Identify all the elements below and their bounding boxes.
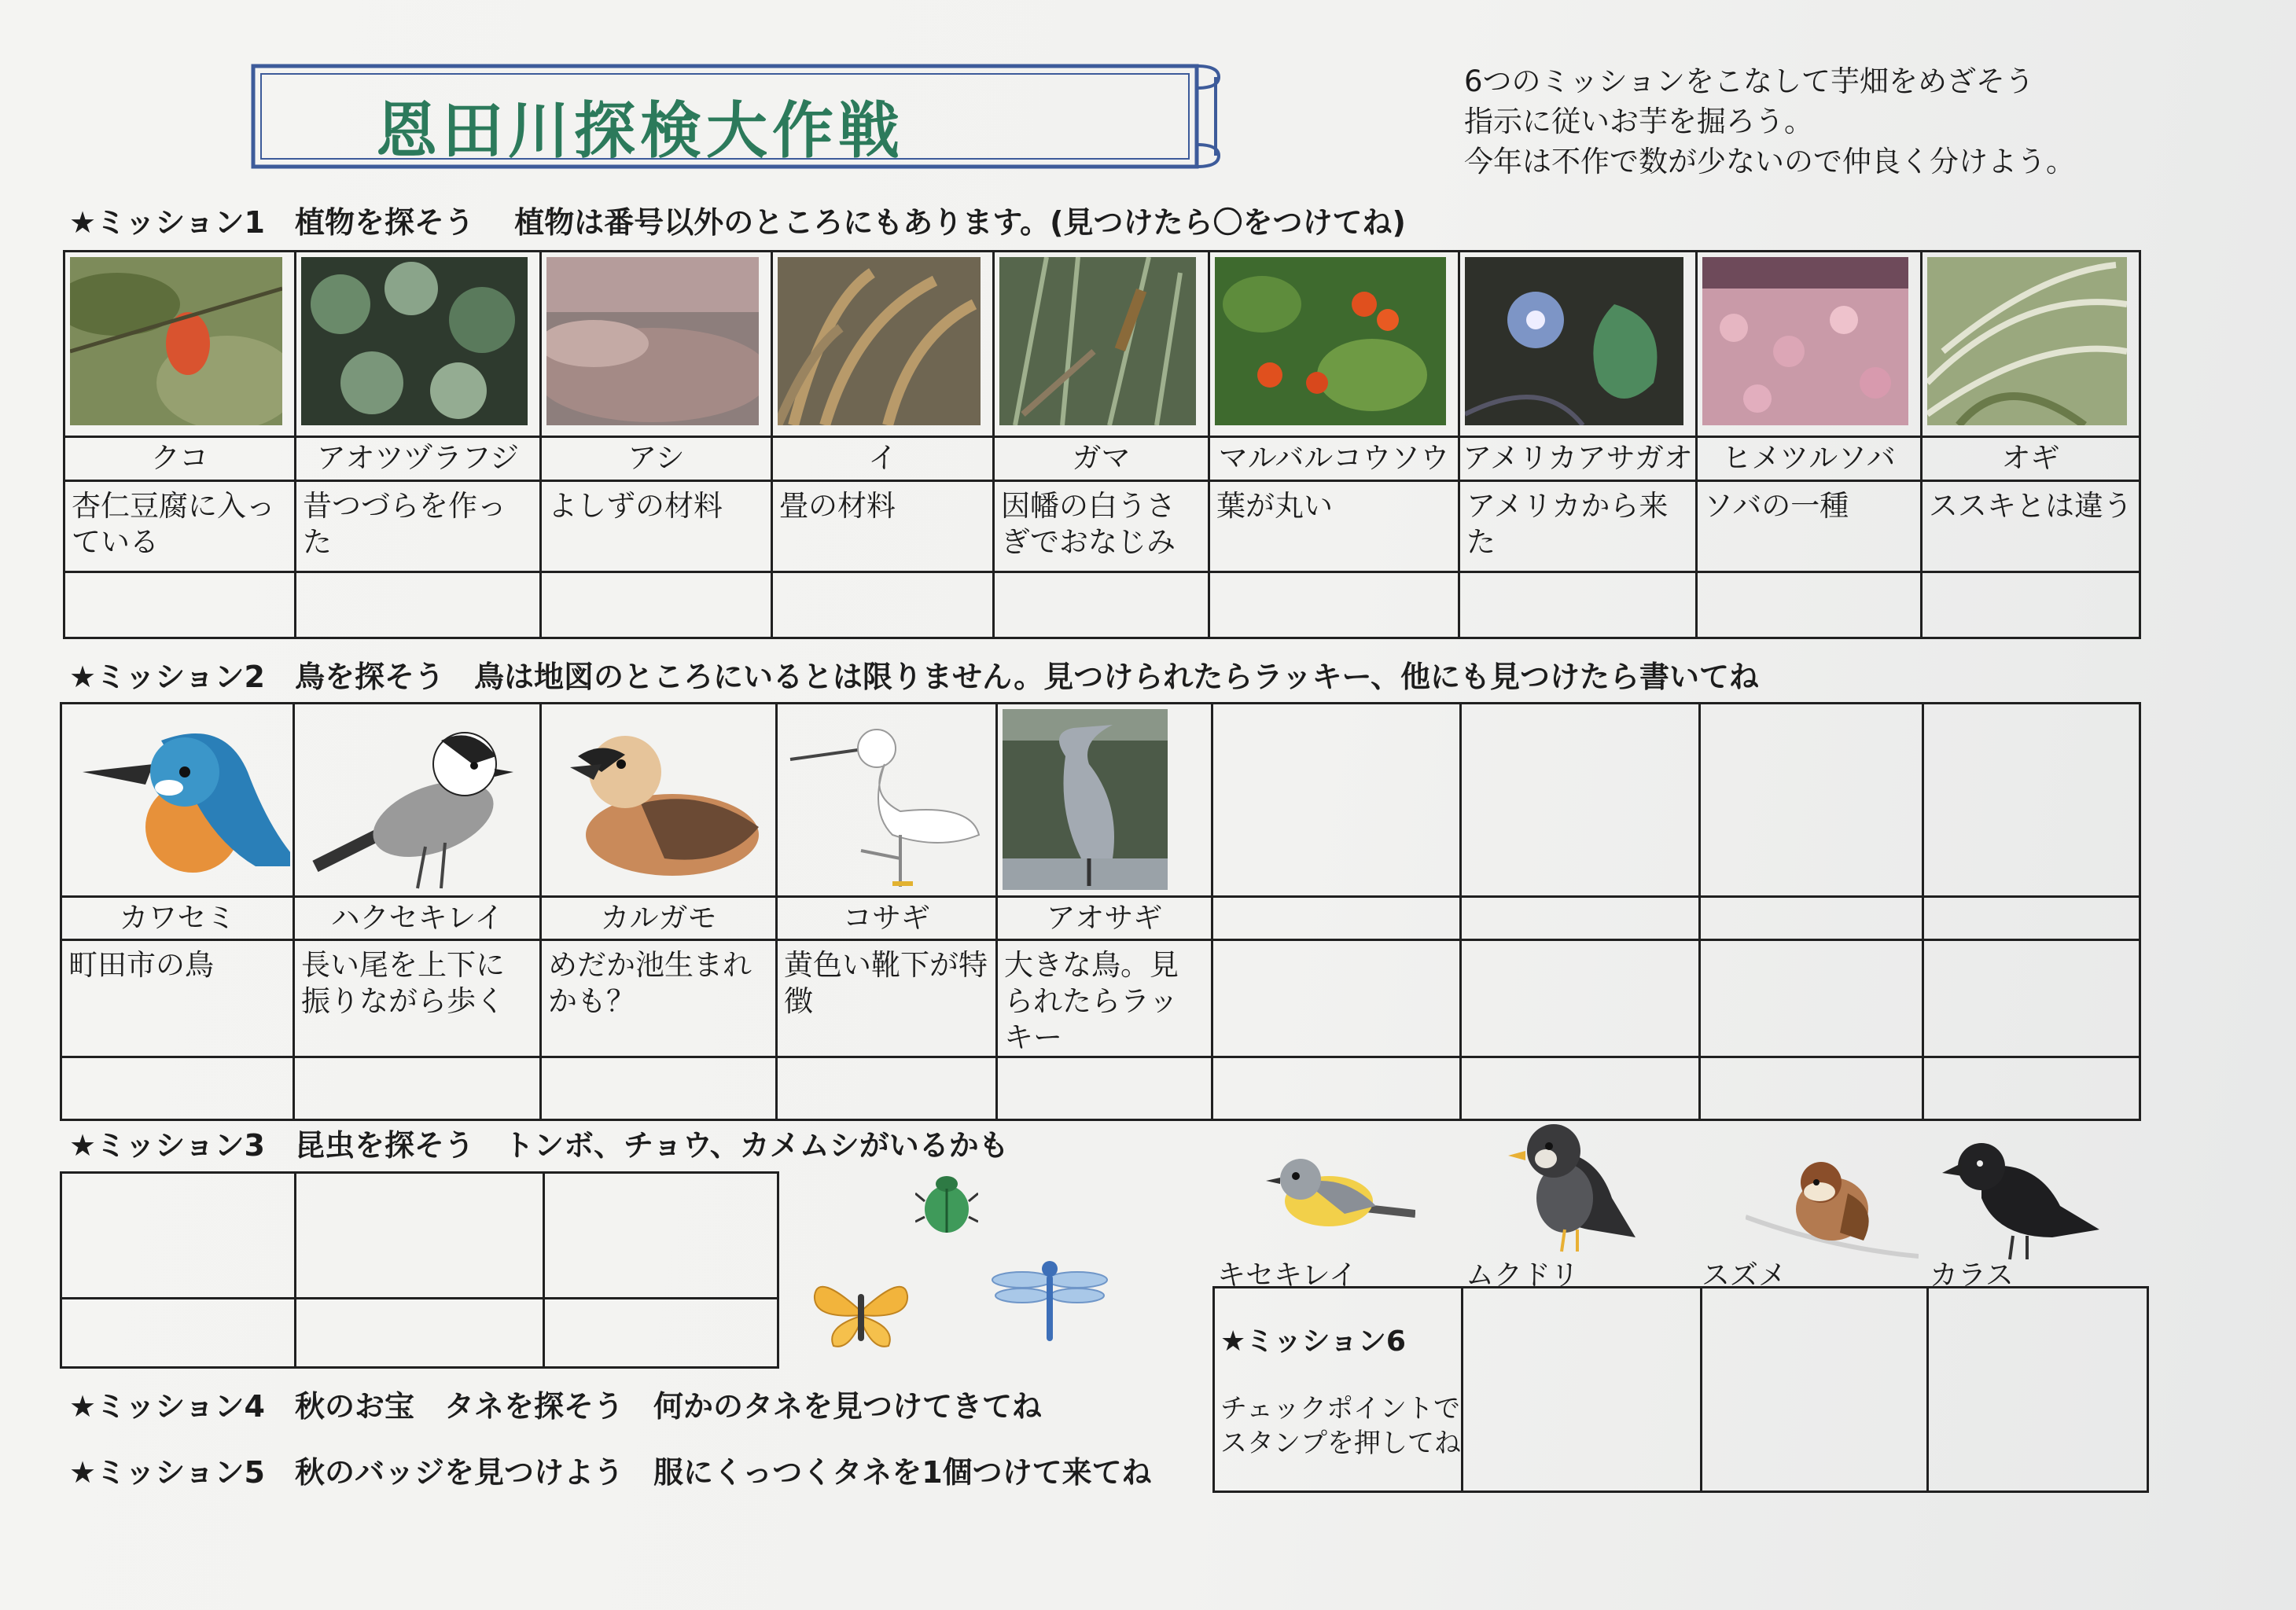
insect-table bbox=[60, 1171, 779, 1369]
plant-name: アオツヅラフジ bbox=[296, 437, 541, 481]
plant-name: ガマ bbox=[994, 437, 1209, 481]
himetsurusoba-photo bbox=[1702, 257, 1908, 425]
mission2-heading: ★ミッション2 鳥を探そう 鳥は地図のところにいるとは限りません。見つけられたらラッキー、他にも見つけたら書いてね bbox=[69, 660, 1759, 694]
mission1-heading: ★ミッション1 植物を探そう 植物は番号以外のところにもあります。(見つけたら〇をつけてね) bbox=[69, 205, 1406, 240]
plant-check-cell[interactable] bbox=[1459, 572, 1697, 638]
mission5-heading: ★ミッション5 秋のバッジを見つけよう 服にくっつくタネを1個つけて来てね bbox=[69, 1455, 1152, 1490]
stink-bug-icon bbox=[915, 1170, 978, 1236]
plant-photo-cell bbox=[1459, 252, 1697, 437]
mission6-desc-line: チェックポイントで bbox=[1220, 1393, 1460, 1424]
stamp-cell[interactable] bbox=[1702, 1288, 1928, 1492]
mission4-heading: ★ミッション4 秋のお宝 タネを探そう 何かのタネを見つけてきてね bbox=[69, 1389, 1042, 1424]
mission6-desc-line: スタンプを押してね bbox=[1220, 1428, 1461, 1459]
bird-extra-cell[interactable] bbox=[1212, 940, 1461, 1057]
plant-check-cell[interactable] bbox=[772, 572, 994, 638]
bird-picture-cell bbox=[997, 704, 1212, 897]
hakusekirei-illustration bbox=[300, 709, 537, 890]
bird-check-cell[interactable] bbox=[1923, 1057, 2140, 1120]
title-scroll bbox=[250, 63, 1225, 173]
bird-extra-cell[interactable] bbox=[1700, 897, 1923, 940]
bird-description: 黄色い靴下が特徴 bbox=[777, 940, 997, 1057]
bird-check-cell[interactable] bbox=[1700, 1057, 1923, 1120]
insect-cell[interactable] bbox=[296, 1173, 544, 1299]
bird-check-cell[interactable] bbox=[777, 1057, 997, 1120]
page-title: 恩田川探検大作戦 bbox=[376, 96, 905, 167]
plant-name: ヒメツルソバ bbox=[1697, 437, 1922, 481]
marubarukousou-photo bbox=[1215, 257, 1446, 425]
bird-check-cell[interactable] bbox=[61, 1057, 294, 1120]
bird-check-cell[interactable] bbox=[997, 1057, 1212, 1120]
bird-extra-cell[interactable] bbox=[1923, 940, 2140, 1057]
insect-cell[interactable] bbox=[296, 1299, 544, 1368]
plant-name: クコ bbox=[64, 437, 296, 481]
kisekirei-illustration bbox=[1258, 1151, 1415, 1237]
stamp-cell[interactable] bbox=[1928, 1288, 2148, 1492]
bird-extra-cell[interactable] bbox=[1923, 704, 2140, 897]
aotsuzurafuji-photo bbox=[301, 257, 528, 425]
plant-photo-cell bbox=[994, 252, 1209, 437]
mission3-heading: ★ミッション3 昆虫を探そう トンボ、チョウ、カメムシがいるかも bbox=[69, 1128, 1009, 1163]
plant-description: 杏仁豆腐に入っている bbox=[64, 481, 296, 572]
plant-description: よしずの材料 bbox=[541, 481, 772, 572]
bird-extra-cell[interactable] bbox=[1461, 897, 1700, 940]
plant-check-cell[interactable] bbox=[1922, 572, 2140, 638]
stamp-cell[interactable] bbox=[1463, 1288, 1702, 1492]
plant-description: 因幡の白うさぎでおなじみ bbox=[994, 481, 1209, 572]
extra-bird-name: ムクドリ bbox=[1466, 1259, 1580, 1292]
aosagi-photo bbox=[1003, 709, 1168, 890]
plant-check-cell[interactable] bbox=[1697, 572, 1922, 638]
extra-bird-name: スズメ bbox=[1702, 1259, 1787, 1292]
plant-name: アメリカアサガオ bbox=[1459, 437, 1697, 481]
bird-description: 大きな鳥。見られたらラッキー bbox=[997, 940, 1212, 1057]
plant-photo-cell bbox=[541, 252, 772, 437]
plant-description: 昔つづらを作った bbox=[296, 481, 541, 572]
mukudori-illustration bbox=[1502, 1119, 1636, 1253]
plant-check-cell[interactable] bbox=[541, 572, 772, 638]
bird-picture-cell bbox=[541, 704, 777, 897]
ashi-photo bbox=[546, 257, 759, 425]
plant-photo-cell bbox=[1209, 252, 1459, 437]
plant-photo-cell bbox=[1922, 252, 2140, 437]
insect-cell[interactable] bbox=[544, 1173, 778, 1299]
plant-description: ススキとは違う bbox=[1922, 481, 2140, 572]
extra-bird-name: キセキレイ bbox=[1217, 1259, 1357, 1292]
plant-photo-cell bbox=[64, 252, 296, 437]
bird-name: アオサギ bbox=[997, 897, 1212, 940]
i-photo bbox=[778, 257, 981, 425]
dragonfly-icon bbox=[991, 1256, 1109, 1343]
insect-cell[interactable] bbox=[544, 1299, 778, 1368]
bird-name: コサギ bbox=[777, 897, 997, 940]
plant-photo-cell bbox=[1697, 252, 1922, 437]
bird-name: ハクセキレイ bbox=[294, 897, 541, 940]
mission6-label-cell bbox=[1214, 1288, 1463, 1492]
bird-check-cell[interactable] bbox=[1461, 1057, 1700, 1120]
bird-extra-cell[interactable] bbox=[1461, 704, 1700, 897]
extra-bird-name: カラス bbox=[1930, 1259, 2014, 1292]
plant-check-cell[interactable] bbox=[296, 572, 541, 638]
bird-picture-cell bbox=[61, 704, 294, 897]
plant-name: オギ bbox=[1922, 437, 2140, 481]
gama-photo bbox=[999, 257, 1196, 425]
stamp-table bbox=[1212, 1286, 2149, 1493]
bird-description: 町田市の鳥 bbox=[61, 940, 294, 1057]
intro-line: 今年は不作で数が少ないので仲良く分けよう。 bbox=[1464, 145, 2075, 178]
plant-description: 畳の材料 bbox=[772, 481, 994, 572]
bird-extra-cell[interactable] bbox=[1700, 940, 1923, 1057]
bird-check-cell[interactable] bbox=[1212, 1057, 1461, 1120]
mission6-title: ★ミッション6 bbox=[1220, 1325, 1406, 1358]
bird-picture-cell bbox=[777, 704, 997, 897]
insect-cell[interactable] bbox=[61, 1173, 296, 1299]
kosagi-illustration bbox=[782, 709, 993, 890]
intro-text bbox=[1464, 61, 2075, 182]
plant-description: 葉が丸い bbox=[1209, 481, 1459, 572]
kuko-photo bbox=[70, 257, 282, 425]
mission6-description bbox=[1220, 1391, 1461, 1461]
bird-description: めだか池生まれかも？ bbox=[541, 940, 777, 1057]
bird-extra-cell[interactable] bbox=[1700, 704, 1923, 897]
intro-line: 指示に従いお芋を掘ろう。 bbox=[1464, 105, 1813, 138]
bird-description: 長い尾を上下に振りながら歩く bbox=[294, 940, 541, 1057]
bird-name: カワセミ bbox=[61, 897, 294, 940]
bird-extra-cell[interactable] bbox=[1461, 940, 1700, 1057]
bird-check-cell[interactable] bbox=[541, 1057, 777, 1120]
bird-picture-cell bbox=[294, 704, 541, 897]
bird-table bbox=[60, 702, 2141, 1121]
plant-name: マルバルコウソウ bbox=[1209, 437, 1459, 481]
plant-check-cell[interactable] bbox=[1209, 572, 1459, 638]
plant-table bbox=[63, 250, 2141, 639]
bird-name: カルガモ bbox=[541, 897, 777, 940]
plant-description: アメリカから来た bbox=[1459, 481, 1697, 572]
suzume-illustration bbox=[1746, 1154, 1919, 1264]
plant-name: イ bbox=[772, 437, 994, 481]
plant-photo-cell bbox=[296, 252, 541, 437]
bird-check-cell[interactable] bbox=[294, 1057, 541, 1120]
plant-check-cell[interactable] bbox=[64, 572, 296, 638]
bird-extra-cell[interactable] bbox=[1212, 897, 1461, 940]
karugamo-illustration bbox=[546, 709, 773, 890]
plant-photo-cell bbox=[772, 252, 994, 437]
karasu-illustration bbox=[1942, 1135, 2099, 1261]
ogi-photo bbox=[1927, 257, 2127, 425]
plant-description: ソバの一種 bbox=[1697, 481, 1922, 572]
butterfly-icon bbox=[810, 1272, 912, 1351]
insect-cell[interactable] bbox=[61, 1299, 296, 1368]
american-asagao-photo bbox=[1465, 257, 1683, 425]
kawasemi-illustration bbox=[67, 709, 290, 890]
intro-line: 6つのミッションをこなして芋畑をめざそう bbox=[1464, 64, 2035, 98]
bird-extra-cell[interactable] bbox=[1923, 897, 2140, 940]
plant-name: アシ bbox=[541, 437, 772, 481]
bird-extra-cell[interactable] bbox=[1212, 704, 1461, 897]
plant-check-cell[interactable] bbox=[994, 572, 1209, 638]
